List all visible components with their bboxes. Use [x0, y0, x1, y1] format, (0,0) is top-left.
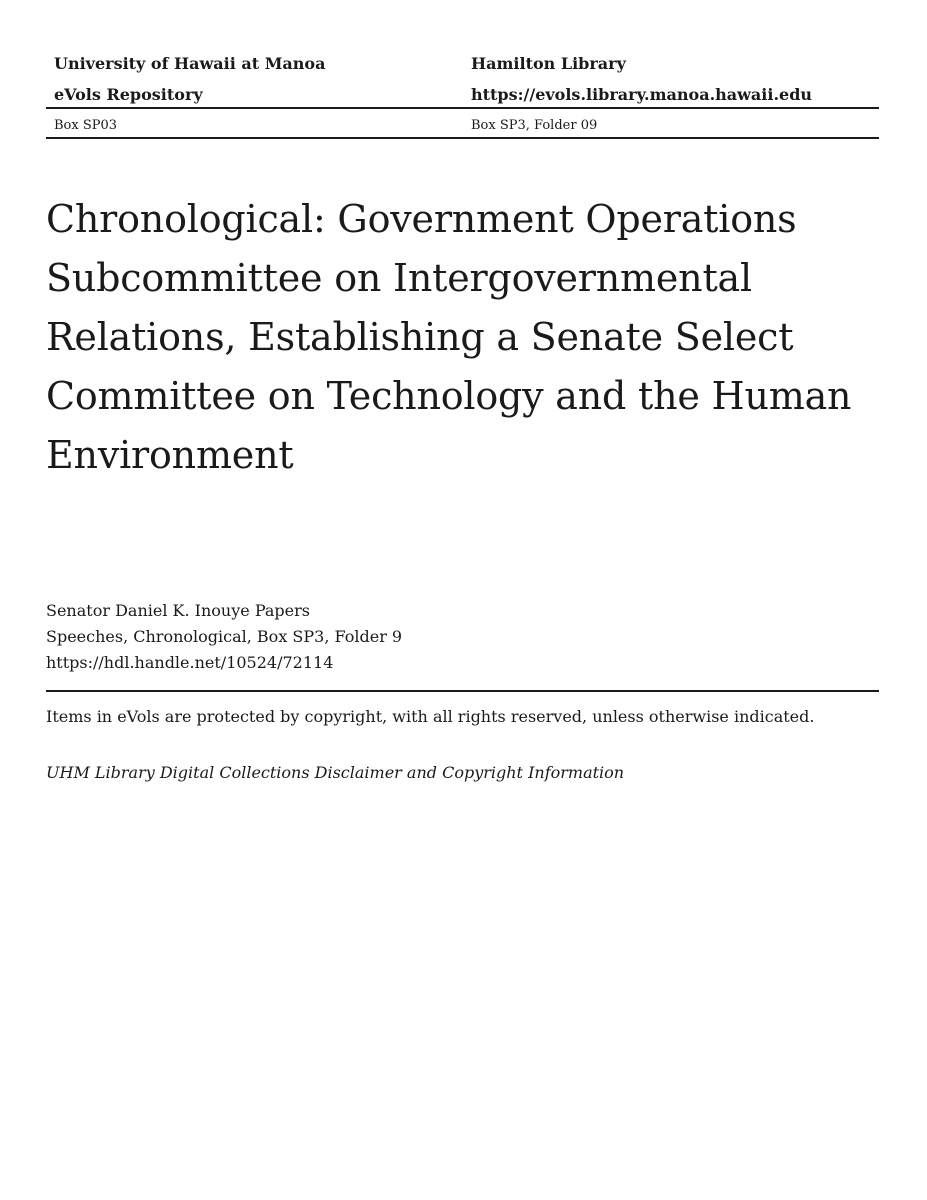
repository-url[interactable]: https://evols.library.manoa.hawaii.edu: [471, 85, 813, 104]
institution-name: University of Hawaii at Manoa: [54, 54, 326, 73]
library-name: Hamilton Library: [471, 54, 626, 73]
repository-name: eVols Repository: [54, 85, 203, 104]
header-row-2: [46, 83, 879, 114]
copyright-notice: Items in eVols are protected by copyright, with all rights reserved, unless otherwise indicated.: [46, 707, 815, 726]
document-metadata: [46, 598, 879, 676]
handle-link[interactable]: https://hdl.handle.net/10524/72114: [46, 653, 334, 672]
header-divider-top: [46, 107, 879, 109]
series-info: Speeches, Chronological, Box SP3, Folder 9: [46, 627, 403, 646]
header-divider-bottom: [46, 137, 879, 139]
header-row-1: [46, 52, 879, 83]
document-title: Chronological: Government Operations Subcommittee on Intergovernmental Relations, Establishing a Senate Select Committee on Technology and the Human Environment: [46, 197, 852, 477]
box-label: Box SP03: [54, 118, 118, 133]
box-folder-label: Box SP3, Folder 09: [471, 118, 598, 133]
disclaimer-link[interactable]: UHM Library Digital Collections Disclaimer and Copyright Information: [46, 763, 625, 782]
header-row-3: [46, 117, 879, 137]
metadata-divider: [46, 690, 879, 692]
collection-name: Senator Daniel K. Inouye Papers: [46, 601, 310, 620]
header-block: [46, 52, 879, 114]
